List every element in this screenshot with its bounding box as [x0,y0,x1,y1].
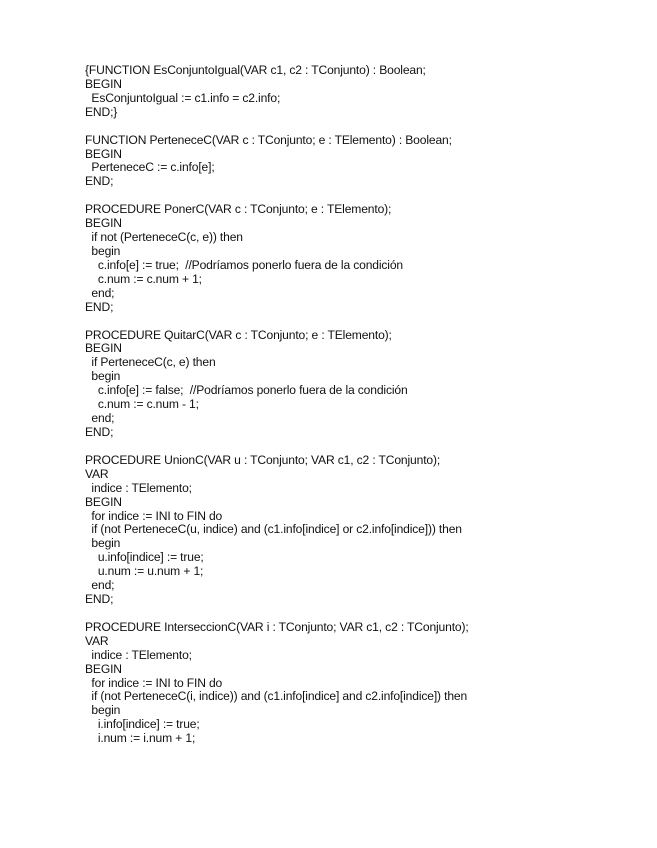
code-line: i.info[indice] := true; [85,717,200,732]
code-line: BEGIN [85,146,122,161]
code-line: begin [85,703,121,718]
code-line: BEGIN [85,216,122,231]
code-line: begin [85,243,121,258]
code-line: u.info[indice] := true; [85,550,204,565]
blank-line [85,315,645,329]
code-line: PerteneceC := c.info[e]; [85,160,215,175]
code-line: indice : TElemento; [85,480,192,495]
code-line: for indice := INI to FIN do [85,675,223,690]
code-line: END; [85,592,114,607]
code-line: end; [85,411,115,426]
code-line: END; [85,299,114,314]
code-line: if PerteneceC(c, e) then [85,355,216,370]
code-line: {FUNCTION EsConjuntoIgual(VAR c1, c2 : TConjunto) : Boolean; [85,63,426,77]
code-line: PROCEDURE InterseccionC(VAR i : TConjunto; VAR c1, c2 : TConjunto); [85,619,469,634]
code-line: PROCEDURE PonerC(VAR c : TConjunto; e : TElemento); [85,202,392,217]
blank-line [85,120,645,134]
code-line: BEGIN [85,76,122,91]
code-line: PROCEDURE UnionC(VAR u : TConjunto; VAR c1, c2 : TConjunto); [85,452,441,467]
code-line: VAR [85,466,109,481]
code-line: if (not PerteneceC(u, indice) and (c1.info[indice] or c2.info[indice])) then [85,522,462,537]
code-line: begin [85,536,121,551]
code-line: BEGIN [85,661,122,676]
code-line: begin [85,369,121,384]
blank-line [85,607,645,621]
code-line: END; [85,424,114,439]
code-line: BEGIN [85,494,122,509]
code-line: if (not PerteneceC(i, indice)) and (c1.info[indice] and c2.info[indice]) then [85,689,468,704]
code-line: c.info[e] := true; //Podríamos ponerlo fuera de la condición [85,257,403,272]
code-line: PROCEDURE QuitarC(VAR c : TConjunto; e : TElemento); [85,327,392,342]
code-line: BEGIN [85,341,122,356]
code-line: FUNCTION PerteneceC(VAR c : TConjunto; e : TElemento) : Boolean; [85,132,452,147]
code-line: END; [85,174,114,189]
code-line: END;} [85,104,118,119]
code-listing [85,64,645,746]
code-line: c.num := c.num + 1; [85,271,202,286]
code-line: c.info[e] := false; //Podríamos ponerlo fuera de la condición [85,383,408,398]
code-line: i.num := i.num + 1; [85,731,196,746]
code-line: end; [85,285,115,300]
blank-line [85,440,645,454]
code-line: for indice := INI to FIN do [85,508,223,523]
code-line: EsConjuntoIgual := c1.info = c2.info; [85,90,281,105]
code-line: indice : TElemento; [85,647,192,662]
code-line: VAR [85,633,109,648]
code-line: c.num := c.num - 1; [85,397,199,412]
blank-line [85,189,645,203]
code-line: if not (PerteneceC(c, e)) then [85,230,243,245]
code-line: end; [85,578,115,593]
code-line: u.num := u.num + 1; [85,564,204,579]
